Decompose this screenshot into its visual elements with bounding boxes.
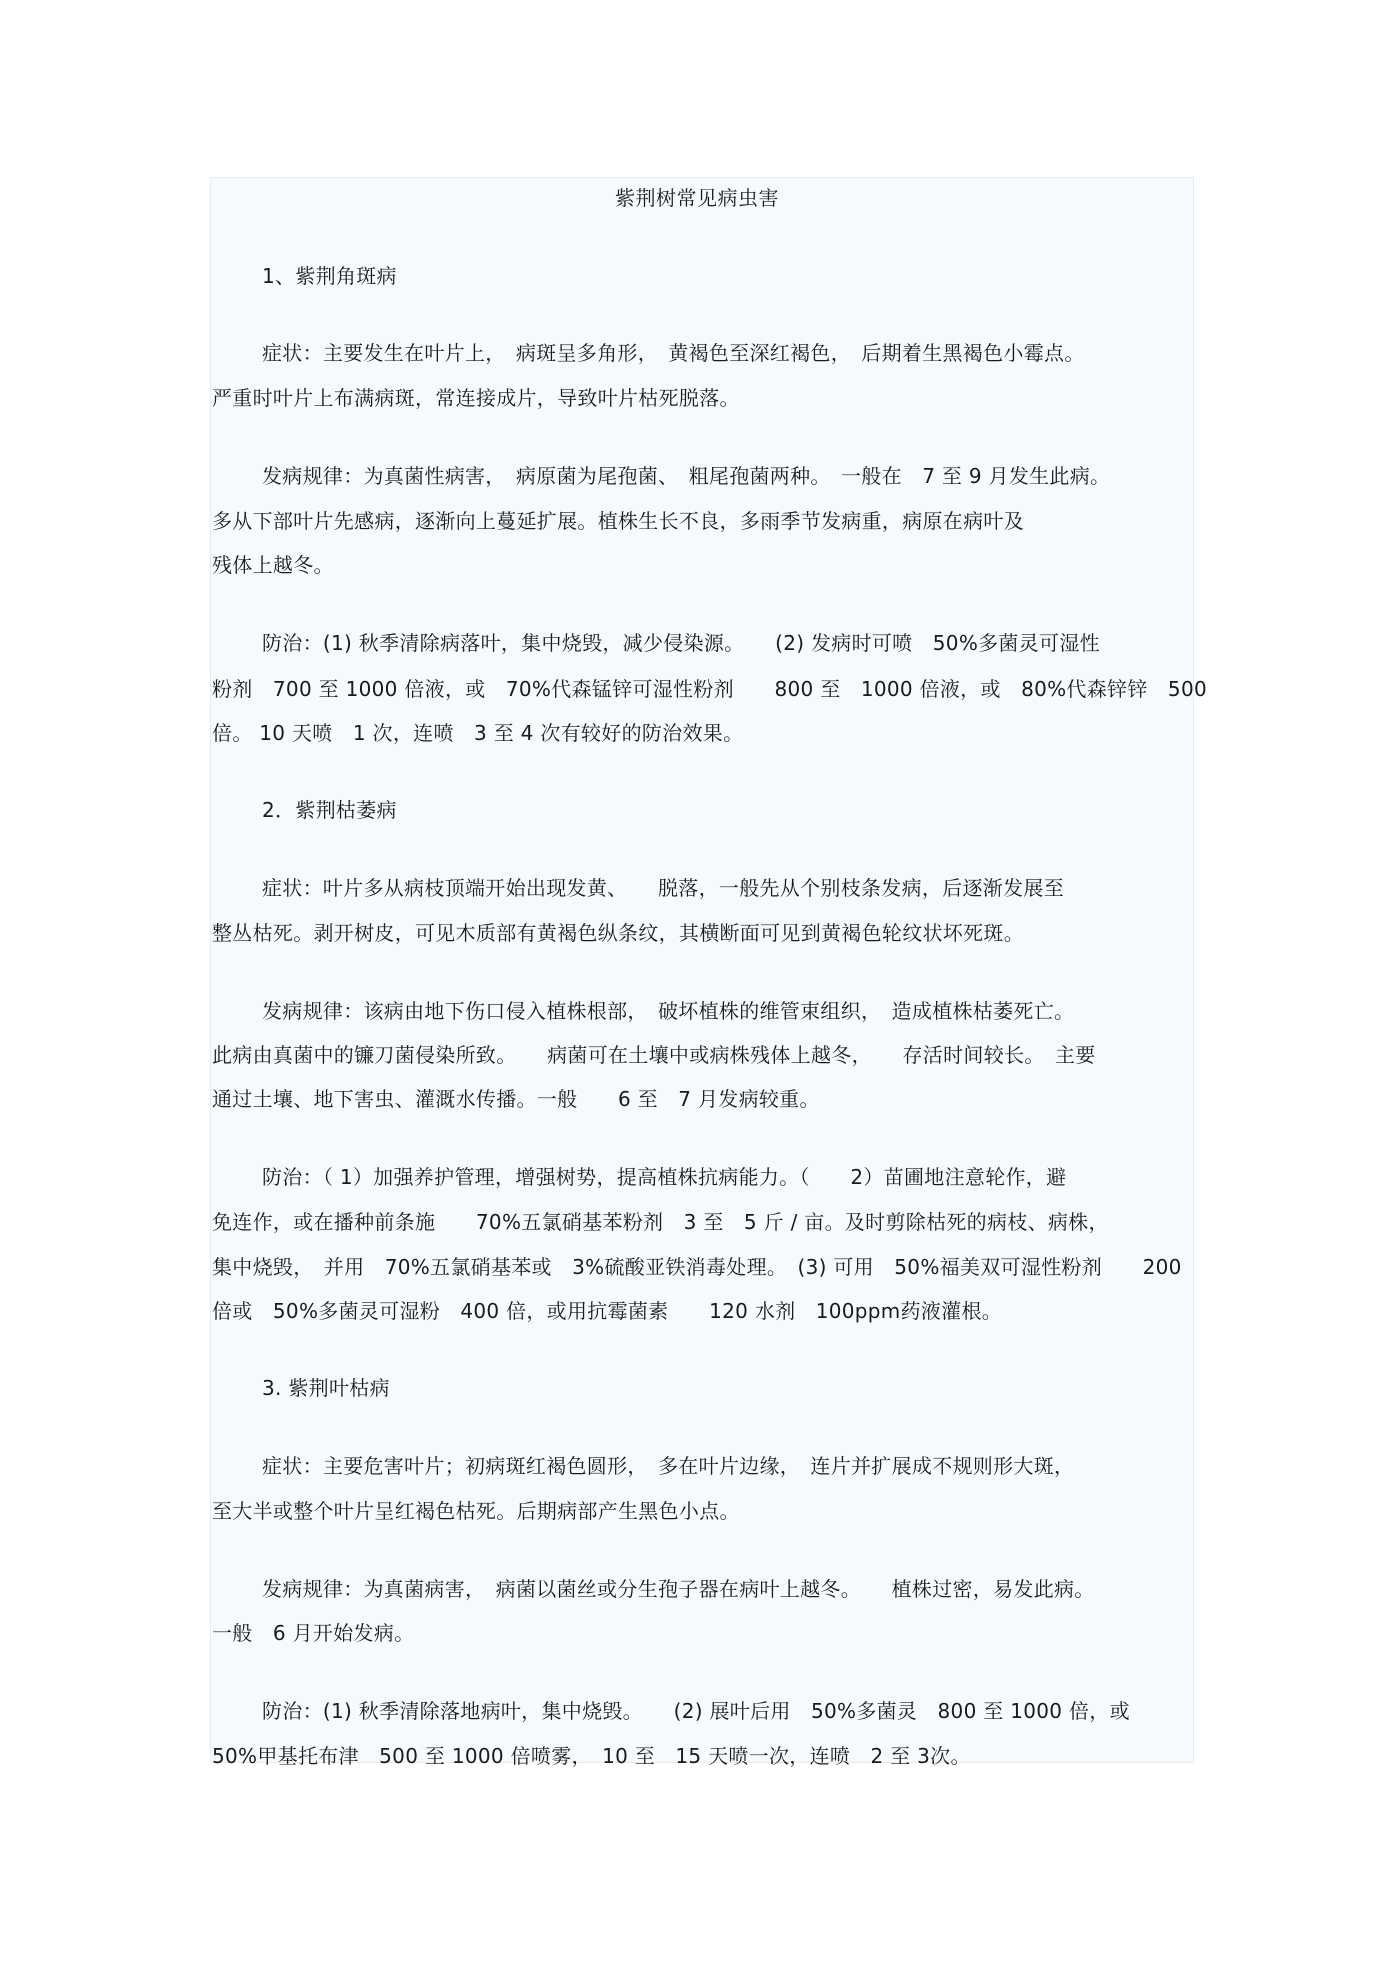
text-line: 症状：主要危害叶片；初病斑红褐色圆形， 多在叶片边缘， 连片并扩展成不规则形大斑， (262, 1454, 1075, 1478)
text-line: 倍。 10 天喷 1 次，连喷 3 至 4 次有较好的防治效果。 (212, 721, 744, 745)
text-line: 集中烧毁， 并用 70%五氯硝基苯或 3%硫酸亚铁消毒处理。 (3) 可用 50%福美双可湿性粉剂 200 (212, 1255, 1182, 1279)
text-line: 发病规律：为真菌性病害， 病原菌为尾孢菌、 粗尾孢菌两种。 一般在 7 至 9 月发生此病。 (262, 464, 1111, 488)
text-line: 症状：主要发生在叶片上， 病斑呈多角形， 黄褐色至深红褐色， 后期着生黑褐色小霉点。 (262, 341, 1085, 365)
text-line: 多从下部叶片先感病，逐渐向上蔓延扩展。植株生长不良，多雨季节发病重，病原在病叶及 (212, 509, 1024, 533)
text-line: 防治：(1) 秋季清除落地病叶，集中烧毁。 (2) 展叶后用 50%多菌灵 800 至 1000 倍，或 (262, 1699, 1130, 1723)
text-line: 整丛枯死。剥开树皮，可见木质部有黄褐色纵条纹，其横断面可见到黄褐色轮纹状坏死斑。 (212, 921, 1024, 945)
section-heading-2: 2．紫荆枯萎病 (262, 798, 397, 822)
text-line: 免连作，或在播种前条施 70%五氯硝基苯粉剂 3 至 5 斤 / 亩。及时剪除枯死的病枝、病株， (212, 1210, 1109, 1234)
section-heading-3: 3. 紫荆叶枯病 (262, 1376, 390, 1400)
text-line: 严重时叶片上布满病斑，常连接成片，导致叶片枯死脱落。 (212, 386, 740, 410)
section-heading-1: 1、紫荆角斑病 (262, 264, 397, 288)
text-line: 此病由真菌中的镰刀菌侵染所致。 病菌可在土壤中或病株残体上越冬， 存活时间较长。 主要 (212, 1043, 1096, 1067)
text-line: 防治：(1) 秋季清除病落叶，集中烧毁，减少侵染源。 (2) 发病时可喷 50%多菌灵可湿性 (262, 631, 1100, 655)
text-line: 粉剂 700 至 1000 倍液，或 70%代森锰锌可湿性粉剂 800 至 1000 倍液，或 80%代森锌锌 500 (212, 677, 1208, 701)
content-panel (210, 177, 1194, 1763)
text-line: 发病规律：该病由地下伤口侵入植株根部， 破坏植株的维管束组织， 造成植株枯萎死亡。 (262, 999, 1075, 1023)
text-line: 50%甲基托布津 500 至 1000 倍喷雾， 10 至 15 天喷一次，连喷 2 至 3次。 (212, 1744, 971, 1768)
text-line: 发病规律：为真菌病害， 病菌以菌丝或分生孢子器在病叶上越冬。 植株过密，易发此病。 (262, 1577, 1095, 1601)
text-line: 防治：（ 1）加强养护管理，增强树势，提高植株抗病能力。（ 2）苗圃地注意轮作，避 (262, 1165, 1067, 1189)
document-title: 紫荆树常见病虫害 (615, 186, 779, 210)
text-line: 倍或 50%多菌灵可湿粉 400 倍，或用抗霉菌素 120 水剂 100ppm药液灌根。 (212, 1299, 1003, 1323)
text-line: 残体上越冬。 (212, 553, 334, 577)
text-line: 通过土壤、地下害虫、灌溉水传播。一般 6 至 7 月发病较重。 (212, 1087, 820, 1111)
text-line: 至大半或整个叶片呈红褐色枯死。后期病部产生黑色小点。 (212, 1499, 740, 1523)
text-line: 症状：叶片多从病枝顶端开始出现发黄、 脱落，一般先从个别枝条发病，后逐渐发展至 (262, 876, 1064, 900)
text-line: 一般 6 月开始发病。 (212, 1621, 415, 1645)
